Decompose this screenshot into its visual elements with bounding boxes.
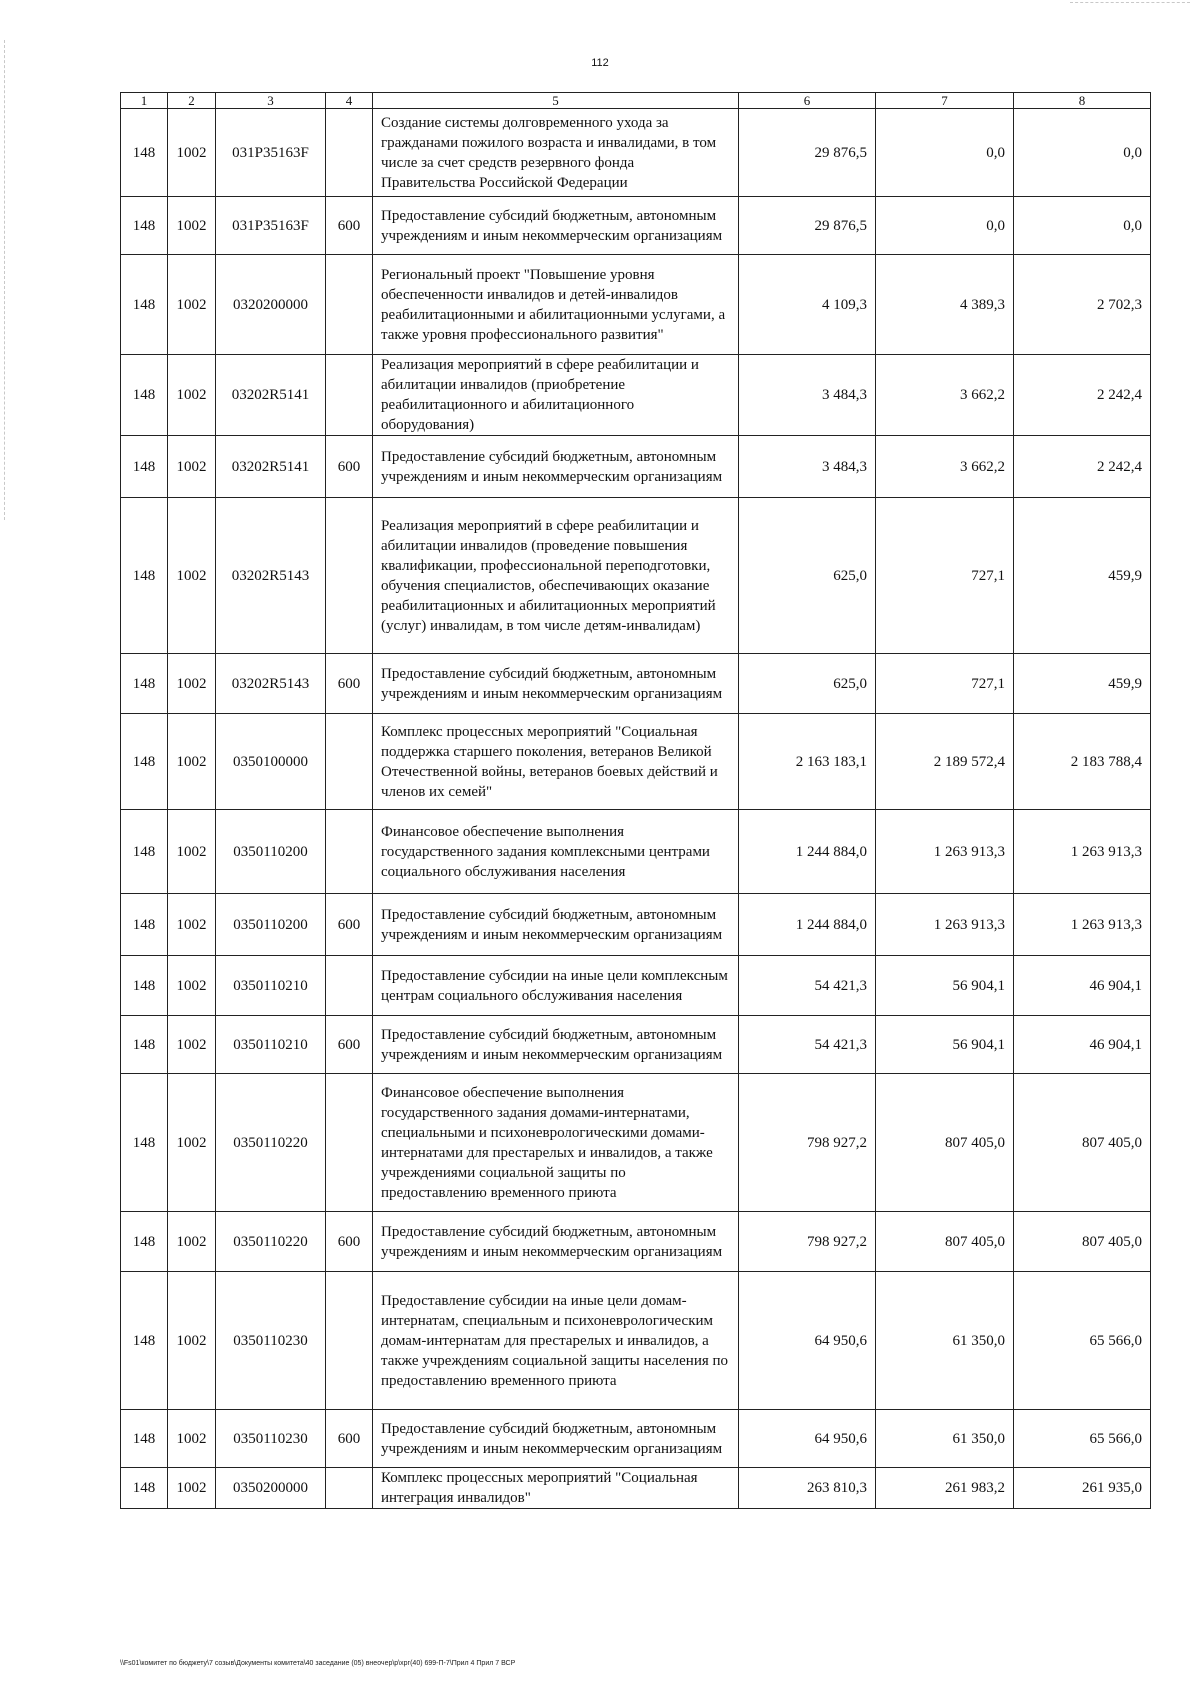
cell-expense-type-code [326,810,373,894]
cell-expense-type-code: 600 [326,654,373,714]
cell-description: Предоставление субсидий бюджетным, автономным учреждениям и иным некоммерческим организациям [373,197,739,255]
cell-amount-col-8: 2 242,4 [1014,355,1151,436]
cell-amount-col-7: 0,0 [876,109,1014,197]
cell-amount-col-6: 3 484,3 [739,355,876,436]
cell-target-article-code: 0350100000 [216,714,326,810]
cell-expense-type-code [326,1468,373,1509]
cell-amount-col-6: 29 876,5 [739,197,876,255]
cell-section-code: 1002 [168,109,216,197]
cell-amount-col-7: 3 662,2 [876,355,1014,436]
cell-expense-type-code: 600 [326,894,373,956]
cell-amount-col-6: 1 244 884,0 [739,810,876,894]
table-row [121,498,1151,654]
cell-expense-type-code [326,255,373,355]
scan-edge-mark-top [1070,2,1190,4]
cell-amount-col-7: 727,1 [876,498,1014,654]
table-row [121,654,1151,714]
cell-description: Реализация мероприятий в сфере реабилитации и абилитации инвалидов (проведение повышения квалификации, профессиональной переподготовки, обучения специалистов, обеспечивающих оказание реабилитационных и абилитационных мероприятий (услуг) инвалидам, в том числе детям-инвалидам) [373,498,739,654]
cell-section-code: 1002 [168,1410,216,1468]
cell-amount-col-6: 798 927,2 [739,1212,876,1272]
cell-target-article-code: 03202R5141 [216,436,326,498]
cell-amount-col-7: 1 263 913,3 [876,810,1014,894]
table-row [121,109,1151,197]
cell-grbs-code: 148 [121,956,168,1016]
cell-description: Комплекс процессных мероприятий "Социальная интеграция инвалидов" [373,1468,739,1509]
cell-expense-type-code [326,714,373,810]
cell-description: Предоставление субсидий бюджетным, автономным учреждениям и иным некоммерческим организациям [373,1016,739,1074]
cell-grbs-code: 148 [121,1074,168,1212]
cell-target-article-code: 0320200000 [216,255,326,355]
cell-target-article-code: 0350110230 [216,1272,326,1410]
cell-amount-col-8: 65 566,0 [1014,1272,1151,1410]
cell-target-article-code: 03202R5143 [216,498,326,654]
cell-section-code: 1002 [168,1212,216,1272]
cell-expense-type-code: 600 [326,1410,373,1468]
cell-grbs-code: 148 [121,654,168,714]
cell-section-code: 1002 [168,1074,216,1212]
cell-section-code: 1002 [168,1272,216,1410]
cell-target-article-code: 03202R5143 [216,654,326,714]
cell-amount-col-6: 54 421,3 [739,956,876,1016]
cell-amount-col-6: 625,0 [739,654,876,714]
cell-description: Региональный проект "Повышение уровня обеспеченности инвалидов и детей-инвалидов реабилитационными и абилитационными услугами, а также уровня профессионального развития" [373,255,739,355]
cell-description: Предоставление субсидий бюджетным, автономным учреждениям и иным некоммерческим организациям [373,1410,739,1468]
cell-expense-type-code [326,1272,373,1410]
cell-amount-col-8: 2 183 788,4 [1014,714,1151,810]
cell-grbs-code: 148 [121,197,168,255]
cell-section-code: 1002 [168,1468,216,1509]
cell-amount-col-7: 61 350,0 [876,1272,1014,1410]
cell-grbs-code: 148 [121,1410,168,1468]
cell-expense-type-code: 600 [326,197,373,255]
cell-amount-col-6: 2 163 183,1 [739,714,876,810]
table-row [121,255,1151,355]
cell-grbs-code: 148 [121,1468,168,1509]
cell-amount-col-7: 727,1 [876,654,1014,714]
cell-section-code: 1002 [168,1016,216,1074]
cell-amount-col-6: 263 810,3 [739,1468,876,1509]
cell-grbs-code: 148 [121,498,168,654]
cell-amount-col-8: 2 702,3 [1014,255,1151,355]
cell-grbs-code: 148 [121,714,168,810]
cell-grbs-code: 148 [121,1212,168,1272]
cell-amount-col-6: 625,0 [739,498,876,654]
cell-amount-col-8: 46 904,1 [1014,1016,1151,1074]
cell-amount-col-8: 807 405,0 [1014,1212,1151,1272]
cell-amount-col-8: 1 263 913,3 [1014,810,1151,894]
table-row [121,436,1151,498]
cell-section-code: 1002 [168,714,216,810]
cell-target-article-code: 0350110220 [216,1212,326,1272]
cell-grbs-code: 148 [121,436,168,498]
cell-expense-type-code: 600 [326,1016,373,1074]
cell-amount-col-6: 3 484,3 [739,436,876,498]
cell-target-article-code: 031P35163F [216,109,326,197]
cell-amount-col-8: 0,0 [1014,109,1151,197]
cell-description: Предоставление субсидий бюджетным, автономным учреждениям и иным некоммерческим организациям [373,1212,739,1272]
cell-amount-col-6: 64 950,6 [739,1410,876,1468]
header-col-1: 1 [121,93,168,109]
cell-grbs-code: 148 [121,255,168,355]
cell-description: Создание системы долговременного ухода за гражданами пожилого возраста и инвалидами, в том числе за счет средств резервного фонда Правительства Российской Федерации [373,109,739,197]
table-row [121,714,1151,810]
cell-expense-type-code [326,355,373,436]
table-row [121,1212,1151,1272]
cell-target-article-code: 0350110220 [216,1074,326,1212]
cell-amount-col-8: 46 904,1 [1014,956,1151,1016]
footer-file-path: \\Fs01\комитет по бюджету\7 созыв\Документы комитета\40 заседание (05) внеочер\р\хрг(40) 699-П-7\Прил 4 Прил 7 ВСР [120,1660,516,1667]
cell-amount-col-8: 459,9 [1014,654,1151,714]
header-col-2: 2 [168,93,216,109]
cell-description: Финансовое обеспечение выполнения государственного задания комплексными центрами социального обслуживания населения [373,810,739,894]
cell-description: Финансовое обеспечение выполнения государственного задания домами-интернатами, специальными и психоневрологическими домами-интернатами для престарелых и инвалидов, а также учреждениями социальной защиты по предоставлению временного приюта [373,1074,739,1212]
cell-amount-col-7: 1 263 913,3 [876,894,1014,956]
cell-amount-col-7: 56 904,1 [876,956,1014,1016]
cell-amount-col-7: 2 189 572,4 [876,714,1014,810]
cell-amount-col-7: 56 904,1 [876,1016,1014,1074]
table-row [121,1074,1151,1212]
cell-expense-type-code [326,109,373,197]
table-row [121,355,1151,436]
cell-amount-col-7: 807 405,0 [876,1074,1014,1212]
cell-section-code: 1002 [168,498,216,654]
cell-amount-col-8: 2 242,4 [1014,436,1151,498]
cell-grbs-code: 148 [121,355,168,436]
cell-target-article-code: 0350110210 [216,1016,326,1074]
header-col-7: 7 [876,93,1014,109]
cell-amount-col-8: 0,0 [1014,197,1151,255]
table-row [121,1016,1151,1074]
cell-target-article-code: 031P35163F [216,197,326,255]
cell-amount-col-6: 54 421,3 [739,1016,876,1074]
cell-description: Предоставление субсидий бюджетным, автономным учреждениям и иным некоммерческим организациям [373,654,739,714]
cell-amount-col-8: 261 935,0 [1014,1468,1151,1509]
header-row [121,93,1151,109]
cell-amount-col-8: 65 566,0 [1014,1410,1151,1468]
cell-section-code: 1002 [168,436,216,498]
cell-amount-col-7: 261 983,2 [876,1468,1014,1509]
scan-edge-mark [4,40,6,520]
cell-grbs-code: 148 [121,1272,168,1410]
table-row [121,1272,1151,1410]
cell-description: Предоставление субсидии на иные цели домам-интернатам, специальным и психоневрологическим домам-интернатам для престарелых и инвалидов, а также учреждениям социальной защиты населения по предоставлению временного приюта [373,1272,739,1410]
cell-amount-col-6: 1 244 884,0 [739,894,876,956]
cell-grbs-code: 148 [121,1016,168,1074]
cell-amount-col-8: 807 405,0 [1014,1074,1151,1212]
table-row [121,197,1151,255]
cell-target-article-code: 0350110230 [216,1410,326,1468]
cell-section-code: 1002 [168,894,216,956]
cell-target-article-code: 0350110210 [216,956,326,1016]
cell-target-article-code: 0350200000 [216,1468,326,1509]
cell-amount-col-8: 459,9 [1014,498,1151,654]
cell-section-code: 1002 [168,654,216,714]
cell-amount-col-6: 798 927,2 [739,1074,876,1212]
cell-expense-type-code: 600 [326,436,373,498]
cell-expense-type-code [326,956,373,1016]
cell-section-code: 1002 [168,810,216,894]
header-col-5: 5 [373,93,739,109]
table-row [121,894,1151,956]
cell-amount-col-6: 64 950,6 [739,1272,876,1410]
header-col-6: 6 [739,93,876,109]
cell-section-code: 1002 [168,255,216,355]
cell-description: Комплекс процессных мероприятий "Социальная поддержка старшего поколения, ветеранов Великой Отечественной войны, ветеранов боевых действий и членов их семей" [373,714,739,810]
cell-amount-col-6: 29 876,5 [739,109,876,197]
cell-amount-col-7: 61 350,0 [876,1410,1014,1468]
cell-amount-col-7: 807 405,0 [876,1212,1014,1272]
cell-description: Предоставление субсидий бюджетным, автономным учреждениям и иным некоммерческим организациям [373,436,739,498]
cell-grbs-code: 148 [121,810,168,894]
cell-target-article-code: 0350110200 [216,894,326,956]
header-col-3: 3 [216,93,326,109]
cell-expense-type-code [326,1074,373,1212]
table-row [121,956,1151,1016]
cell-grbs-code: 148 [121,109,168,197]
cell-amount-col-6: 4 109,3 [739,255,876,355]
cell-amount-col-7: 3 662,2 [876,436,1014,498]
cell-description: Предоставление субсидии на иные цели комплексным центрам социального обслуживания населения [373,956,739,1016]
cell-section-code: 1002 [168,355,216,436]
cell-grbs-code: 148 [121,894,168,956]
page-number: 112 [591,57,609,69]
cell-description: Предоставление субсидий бюджетным, автономным учреждениям и иным некоммерческим организациям [373,894,739,956]
budget-table [120,92,1151,1509]
cell-target-article-code: 0350110200 [216,810,326,894]
cell-expense-type-code [326,498,373,654]
cell-section-code: 1002 [168,197,216,255]
cell-amount-col-7: 4 389,3 [876,255,1014,355]
cell-description: Реализация мероприятий в сфере реабилитации и абилитации инвалидов (приобретение реабилитационного и абилитационного оборудования) [373,355,739,436]
header-col-4: 4 [326,93,373,109]
cell-amount-col-7: 0,0 [876,197,1014,255]
cell-target-article-code: 03202R5141 [216,355,326,436]
cell-amount-col-8: 1 263 913,3 [1014,894,1151,956]
table-row [121,810,1151,894]
cell-section-code: 1002 [168,956,216,1016]
cell-expense-type-code: 600 [326,1212,373,1272]
table-row [121,1410,1151,1468]
header-col-8: 8 [1014,93,1151,109]
table-row [121,1468,1151,1509]
